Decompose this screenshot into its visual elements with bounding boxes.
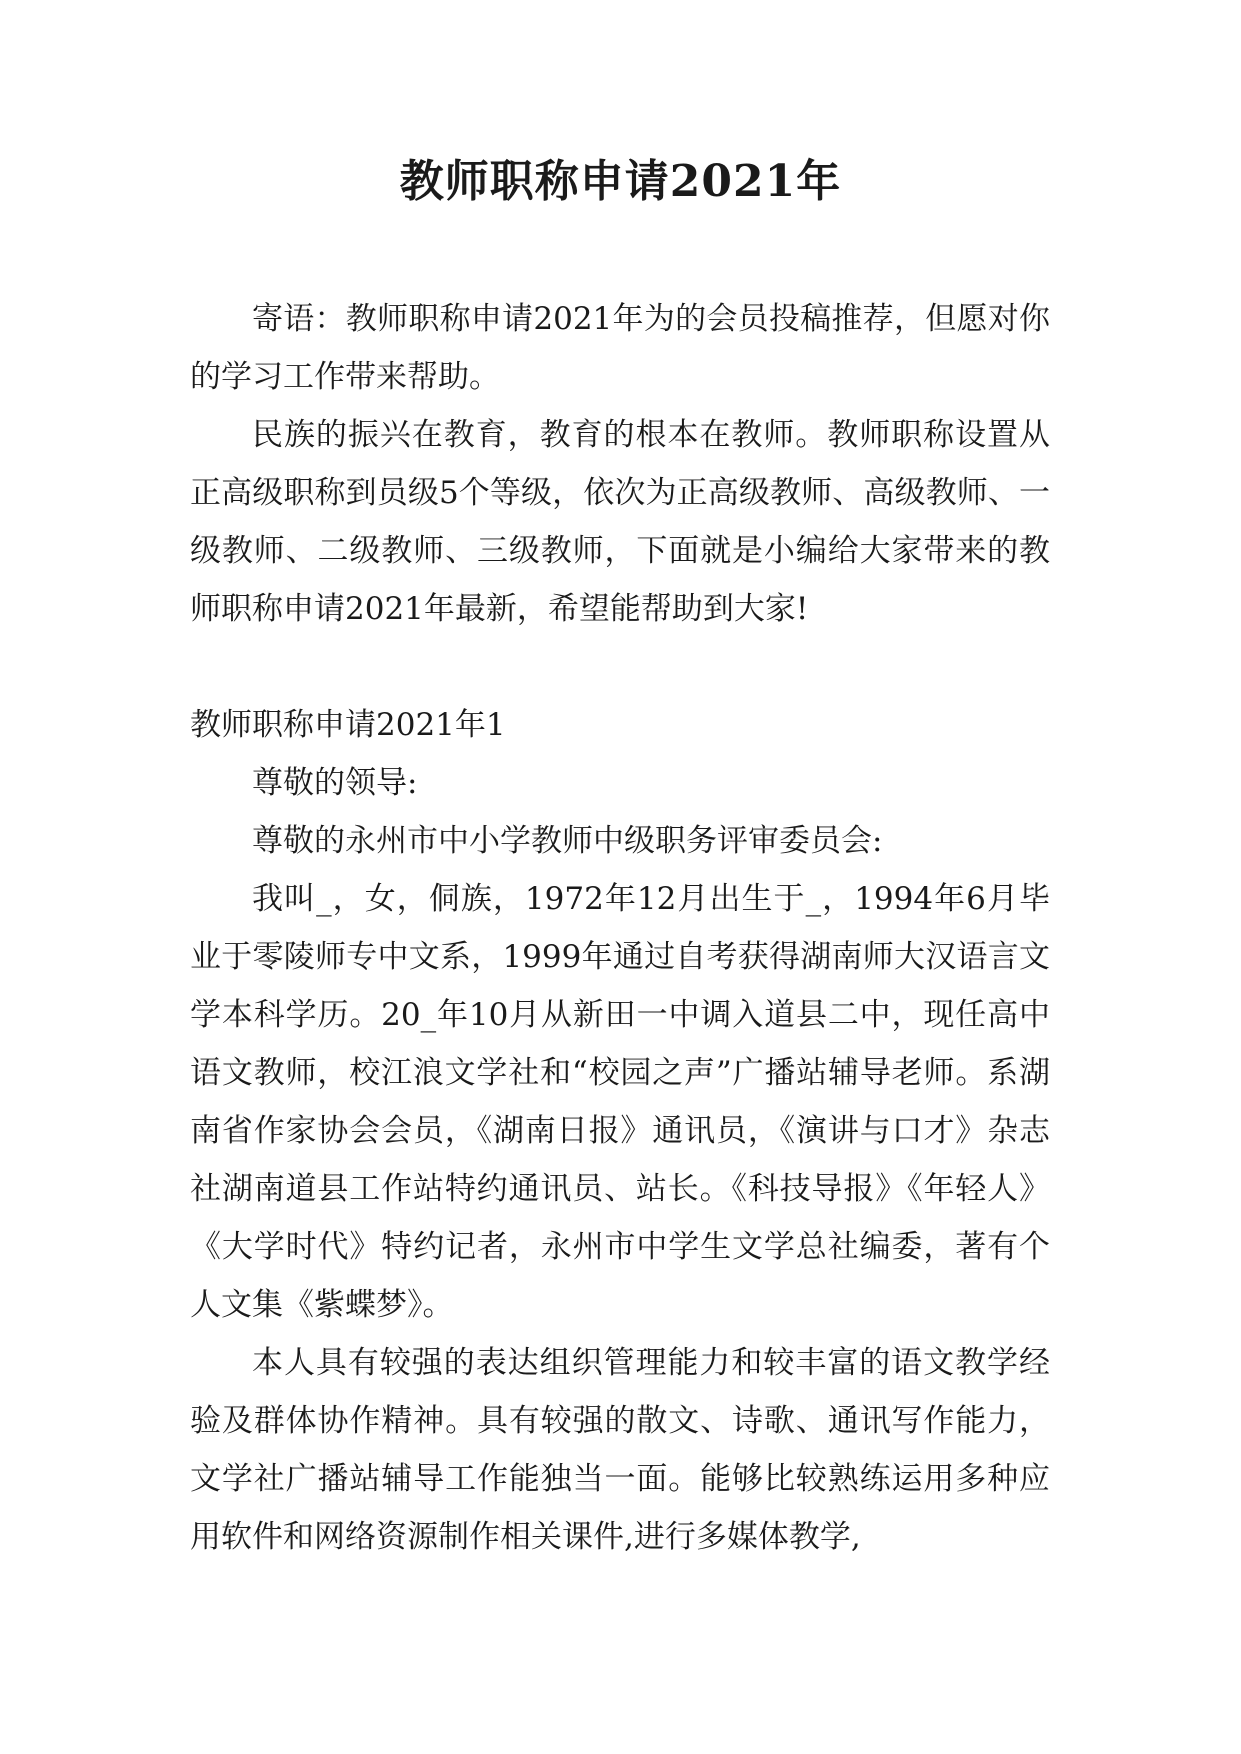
body-paragraph: 本人具有较强的表达组织管理能力和较丰富的语文教学经验及群体协作精神。具有较强的散文、诗歌、通讯写作能力，文学社广播站辅导工作能独当一面。能够比较熟练运用多种应用软件和网络资源制作相关课件,进行多媒体教学, (190, 1345, 1050, 1555)
document-body (190, 290, 1050, 1566)
document-title: 教师职称申请2021年 (399, 156, 842, 207)
intro-paragraph: 寄语：教师职称申请2021年为的会员投稿推荐，但愿对你的学习工作带来帮助。 (190, 301, 1050, 395)
salutation: 尊敬的领导: (252, 765, 418, 801)
intro-paragraph: 民族的振兴在教育，教育的根本在教师。教师职称设置从正高级职称到员级5个等级，依次为正高级教师、高级教师、一级教师、二级教师、三级教师，下面就是小编给大家带来的教师职称申请2021年最新，希望能帮助到大家! (190, 417, 1050, 627)
salutation: 尊敬的永州市中小学教师中级职务评审委员会: (252, 823, 883, 859)
body-paragraph: 我叫_，女，侗族，1972年12月出生于_，1994年6月毕业于零陵师专中文系，1999年通过自考获得湖南师大汉语言文学本科学历。20_年10月从新田一中调入道县二中，现任高中语文教师，校江浪文学社和“校园之声”广播站辅导老师。系湖南省作家协会会员，《湖南日报》通讯员，《演讲与口才》杂志社湖南道县工作站特约通讯员、站长。《科技导报》《年轻人》《大学时代》特约记者，永州市中学生文学总社编委，著有个人文集《紫蝶梦》。 (190, 881, 1050, 1323)
section-heading: 教师职称申请2021年1 (190, 707, 506, 743)
